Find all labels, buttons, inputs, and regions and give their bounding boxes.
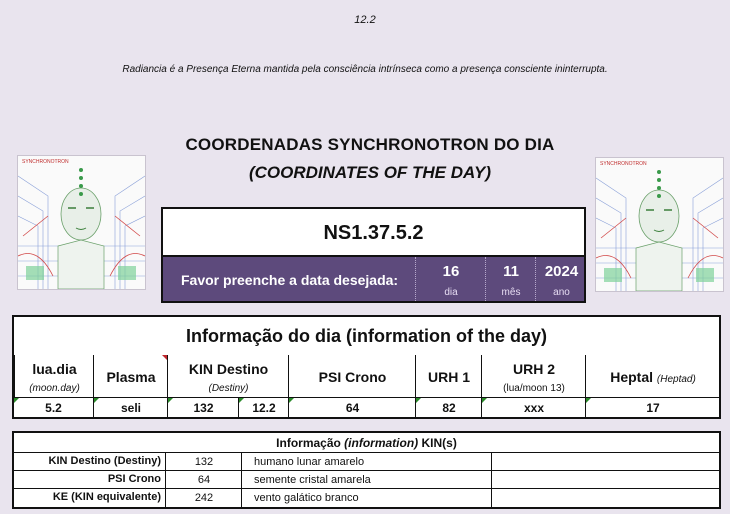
kin-info-table xyxy=(12,431,721,509)
value-psi-crono[interactable] xyxy=(288,398,416,418)
day-label: dia xyxy=(444,287,458,298)
kin-row-psi-crono xyxy=(14,470,719,489)
kin-row-ke xyxy=(14,488,719,507)
value-heptal-text: 17 xyxy=(646,401,660,415)
art-caption-right: SYNCHRONOTRON xyxy=(600,161,647,167)
header-psi-crono xyxy=(288,355,416,397)
version-label: 12.2 xyxy=(354,14,376,26)
error-indicator xyxy=(289,398,294,403)
info-table-title: Informação do dia (information of the day) xyxy=(185,326,547,346)
kin-row-label: KIN Destino (Destiny) xyxy=(48,455,161,467)
page-subtitle: (COORDINATES OF THE DAY) xyxy=(248,163,492,182)
value-lua-dia[interactable] xyxy=(14,398,93,418)
value-kin-extra-text: 12.2 xyxy=(252,401,276,415)
month-value[interactable]: 11 xyxy=(503,263,519,280)
value-urh1-text: 82 xyxy=(442,401,456,415)
info-of-day-table xyxy=(12,315,721,419)
header-kin-destino-sub: (Destiny) xyxy=(208,383,249,394)
header-kin-destino-label: KIN Destino xyxy=(188,361,269,377)
kin-row-empty[interactable] xyxy=(491,471,719,489)
date-picker-label: Favor preenche a data desejada: xyxy=(181,272,399,288)
error-indicator xyxy=(14,398,19,403)
header-plasma xyxy=(93,355,168,397)
day-value[interactable]: 16 xyxy=(442,263,460,280)
coordinate-code-box xyxy=(161,207,586,257)
value-plasma-text: seli xyxy=(120,401,141,415)
value-urh1[interactable] xyxy=(415,398,482,418)
header-heptal-label: Heptal xyxy=(610,369,653,385)
error-indicator xyxy=(586,398,591,403)
value-kin-extra[interactable] xyxy=(238,398,289,418)
value-psi-crono-text: 64 xyxy=(345,401,360,415)
quote-text: Radiancia é a Presença Eterna mantida pela consciência intrínseca como a presença consciente ininterrupta. xyxy=(122,64,608,75)
header-urh1-label: URH 1 xyxy=(427,369,470,385)
value-plasma[interactable] xyxy=(93,398,168,418)
header-lua-dia xyxy=(14,355,94,397)
header-lua-dia-label: lua.dia xyxy=(32,361,77,377)
kin-title-b: (information) xyxy=(344,436,419,450)
year-value[interactable]: 2024 xyxy=(544,263,579,280)
value-kin-text: 132 xyxy=(193,401,214,415)
kin-row-empty[interactable] xyxy=(491,489,719,507)
art-caption-left: SYNCHRONOTRON xyxy=(22,159,69,165)
header-plasma-label: Plasma xyxy=(106,369,156,385)
value-heptal[interactable] xyxy=(585,398,720,418)
kin-row-empty[interactable] xyxy=(491,453,719,471)
kin-row-number[interactable]: 242 xyxy=(165,489,242,507)
synchronotron-image-left xyxy=(17,155,146,290)
header-urh2 xyxy=(481,355,586,397)
header-lua-dia-sub: (moon.day) xyxy=(29,383,80,394)
date-picker-bar xyxy=(161,257,586,303)
year-field[interactable] xyxy=(535,257,587,301)
kin-row-label: KE (KIN equivalente) xyxy=(52,491,161,503)
value-urh2[interactable] xyxy=(481,398,586,418)
synchronotron-image-right xyxy=(595,157,724,292)
kin-row-number[interactable]: 132 xyxy=(165,453,242,471)
kin-row-name[interactable]: humano lunar amarelo xyxy=(241,453,491,471)
year-label: ano xyxy=(553,287,570,298)
month-label: mês xyxy=(501,287,521,298)
kin-row-label: PSI Crono xyxy=(107,473,161,485)
error-indicator xyxy=(94,398,99,403)
header-heptal-sub: (Heptad) xyxy=(656,374,696,385)
header-heptal xyxy=(585,355,720,397)
error-indicator xyxy=(239,398,244,403)
value-kin[interactable] xyxy=(167,398,239,418)
kin-table-title xyxy=(14,436,719,450)
kin-row-name[interactable]: semente cristal amarela xyxy=(241,471,491,489)
coordinate-code: NS1.37.5.2 xyxy=(323,222,424,244)
page-title: COORDENADAS SYNCHRONOTRON DO DIA xyxy=(185,135,555,154)
header-heptal-cell xyxy=(586,369,720,385)
error-indicator xyxy=(416,398,421,403)
value-lua-dia-text: 5.2 xyxy=(45,401,62,415)
kin-row-number[interactable]: 64 xyxy=(165,471,242,489)
value-urh2-text: xxx xyxy=(523,401,545,415)
month-field[interactable] xyxy=(485,257,536,301)
error-indicator xyxy=(168,398,173,403)
kin-title-a: Informação xyxy=(276,436,345,450)
day-field[interactable] xyxy=(415,257,486,301)
header-urh2-label: URH 2 xyxy=(512,361,555,377)
header-kin-destino xyxy=(167,355,289,397)
header-urh2-sub: (lua/moon 13) xyxy=(503,383,565,394)
error-indicator xyxy=(482,398,487,403)
kin-title-c: KIN(s) xyxy=(418,436,457,450)
header-urh1 xyxy=(415,355,482,397)
kin-row-name[interactable]: vento galático branco xyxy=(241,489,491,507)
kin-row-destino xyxy=(14,452,719,471)
header-psi-crono-label: PSI Crono xyxy=(318,369,387,385)
